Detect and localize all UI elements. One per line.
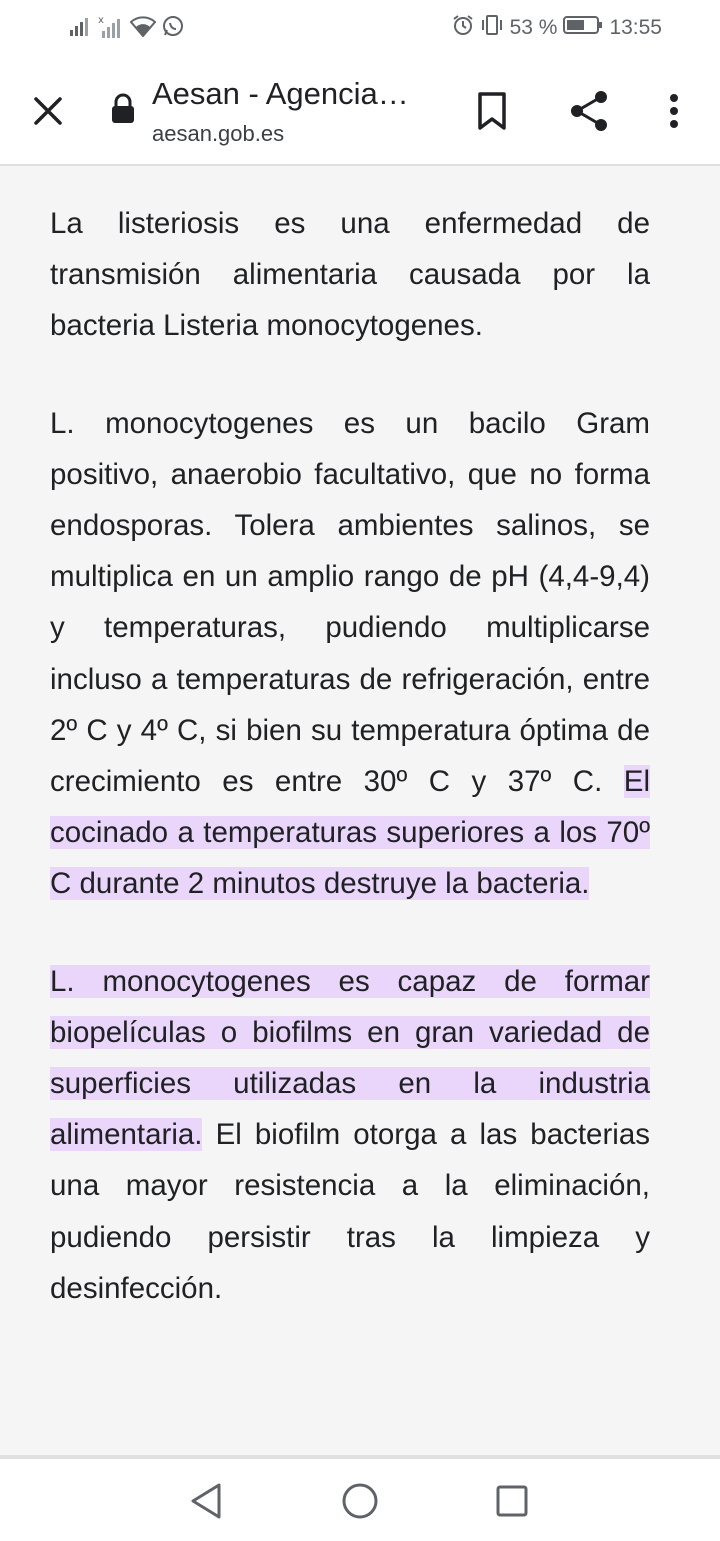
paragraph-1: La listeriosis es una enfermedad de transmisión alimentaria causada por la bacteria Listeria monocytogenes. xyxy=(50,207,650,343)
close-icon[interactable] xyxy=(28,91,68,131)
home-icon[interactable] xyxy=(338,1479,382,1523)
paragraph-3-highlight: L. monocytogenes es capaz de formar biopelículas o biofilms en gran variedad de superficies utilizadas en la industria alimentaria. xyxy=(50,964,650,1152)
paragraph-3 xyxy=(50,956,650,1314)
battery-icon xyxy=(563,15,603,41)
browser-toolbar xyxy=(0,56,720,166)
more-vert-icon[interactable] xyxy=(658,88,690,134)
signal-no-sim-icon xyxy=(98,14,124,43)
status-bar xyxy=(0,0,720,56)
recents-icon[interactable] xyxy=(490,1479,534,1523)
status-left-icons xyxy=(70,14,184,42)
svg-text:x: x xyxy=(98,14,104,26)
signal-icon xyxy=(70,16,92,41)
wifi-icon xyxy=(130,15,156,42)
battery-percent: 53 % xyxy=(509,16,558,39)
alarm-icon xyxy=(452,14,474,42)
vibrate-icon xyxy=(480,14,504,42)
lock-icon xyxy=(110,93,138,127)
bookmark-icon[interactable] xyxy=(472,88,512,134)
page-title[interactable]: Aesan - Agencia… xyxy=(152,76,409,111)
page-url[interactable]: aesan.gob.es xyxy=(152,121,285,146)
article-content xyxy=(50,198,650,1314)
share-icon[interactable] xyxy=(566,88,612,134)
whatsapp-icon xyxy=(162,15,184,42)
paragraph-3-text: El biofilm otorga a las bacterias una mayor resistencia a la eliminación, pudiendo persistir tras la limpieza y desinfección. xyxy=(50,1118,650,1305)
paragraph-2-highlight: El cocinado a temperaturas superiores a los 70º C durante 2 minutos destruye la bacteria. xyxy=(50,765,650,901)
back-icon[interactable] xyxy=(184,1479,228,1523)
paragraph-2 xyxy=(50,398,650,910)
status-right-icons xyxy=(452,14,662,42)
paragraph-2-text: L. monocytogenes es un bacilo Gram positivo, anaerobio facultativo, que no forma endosporas. Tolera ambientes salinos, se multiplica en un amplio rango de pH (4,4-9,4) y temperaturas, pudiendo multiplicarse incluso a temperaturas de refrigeración, entre 2º C y 4º C, si bien su temperatura óptima de crecimiento es entre 30º C y 37º C. xyxy=(50,406,650,799)
system-nav-bar xyxy=(0,1459,720,1541)
status-time: 13:55 xyxy=(609,16,662,39)
